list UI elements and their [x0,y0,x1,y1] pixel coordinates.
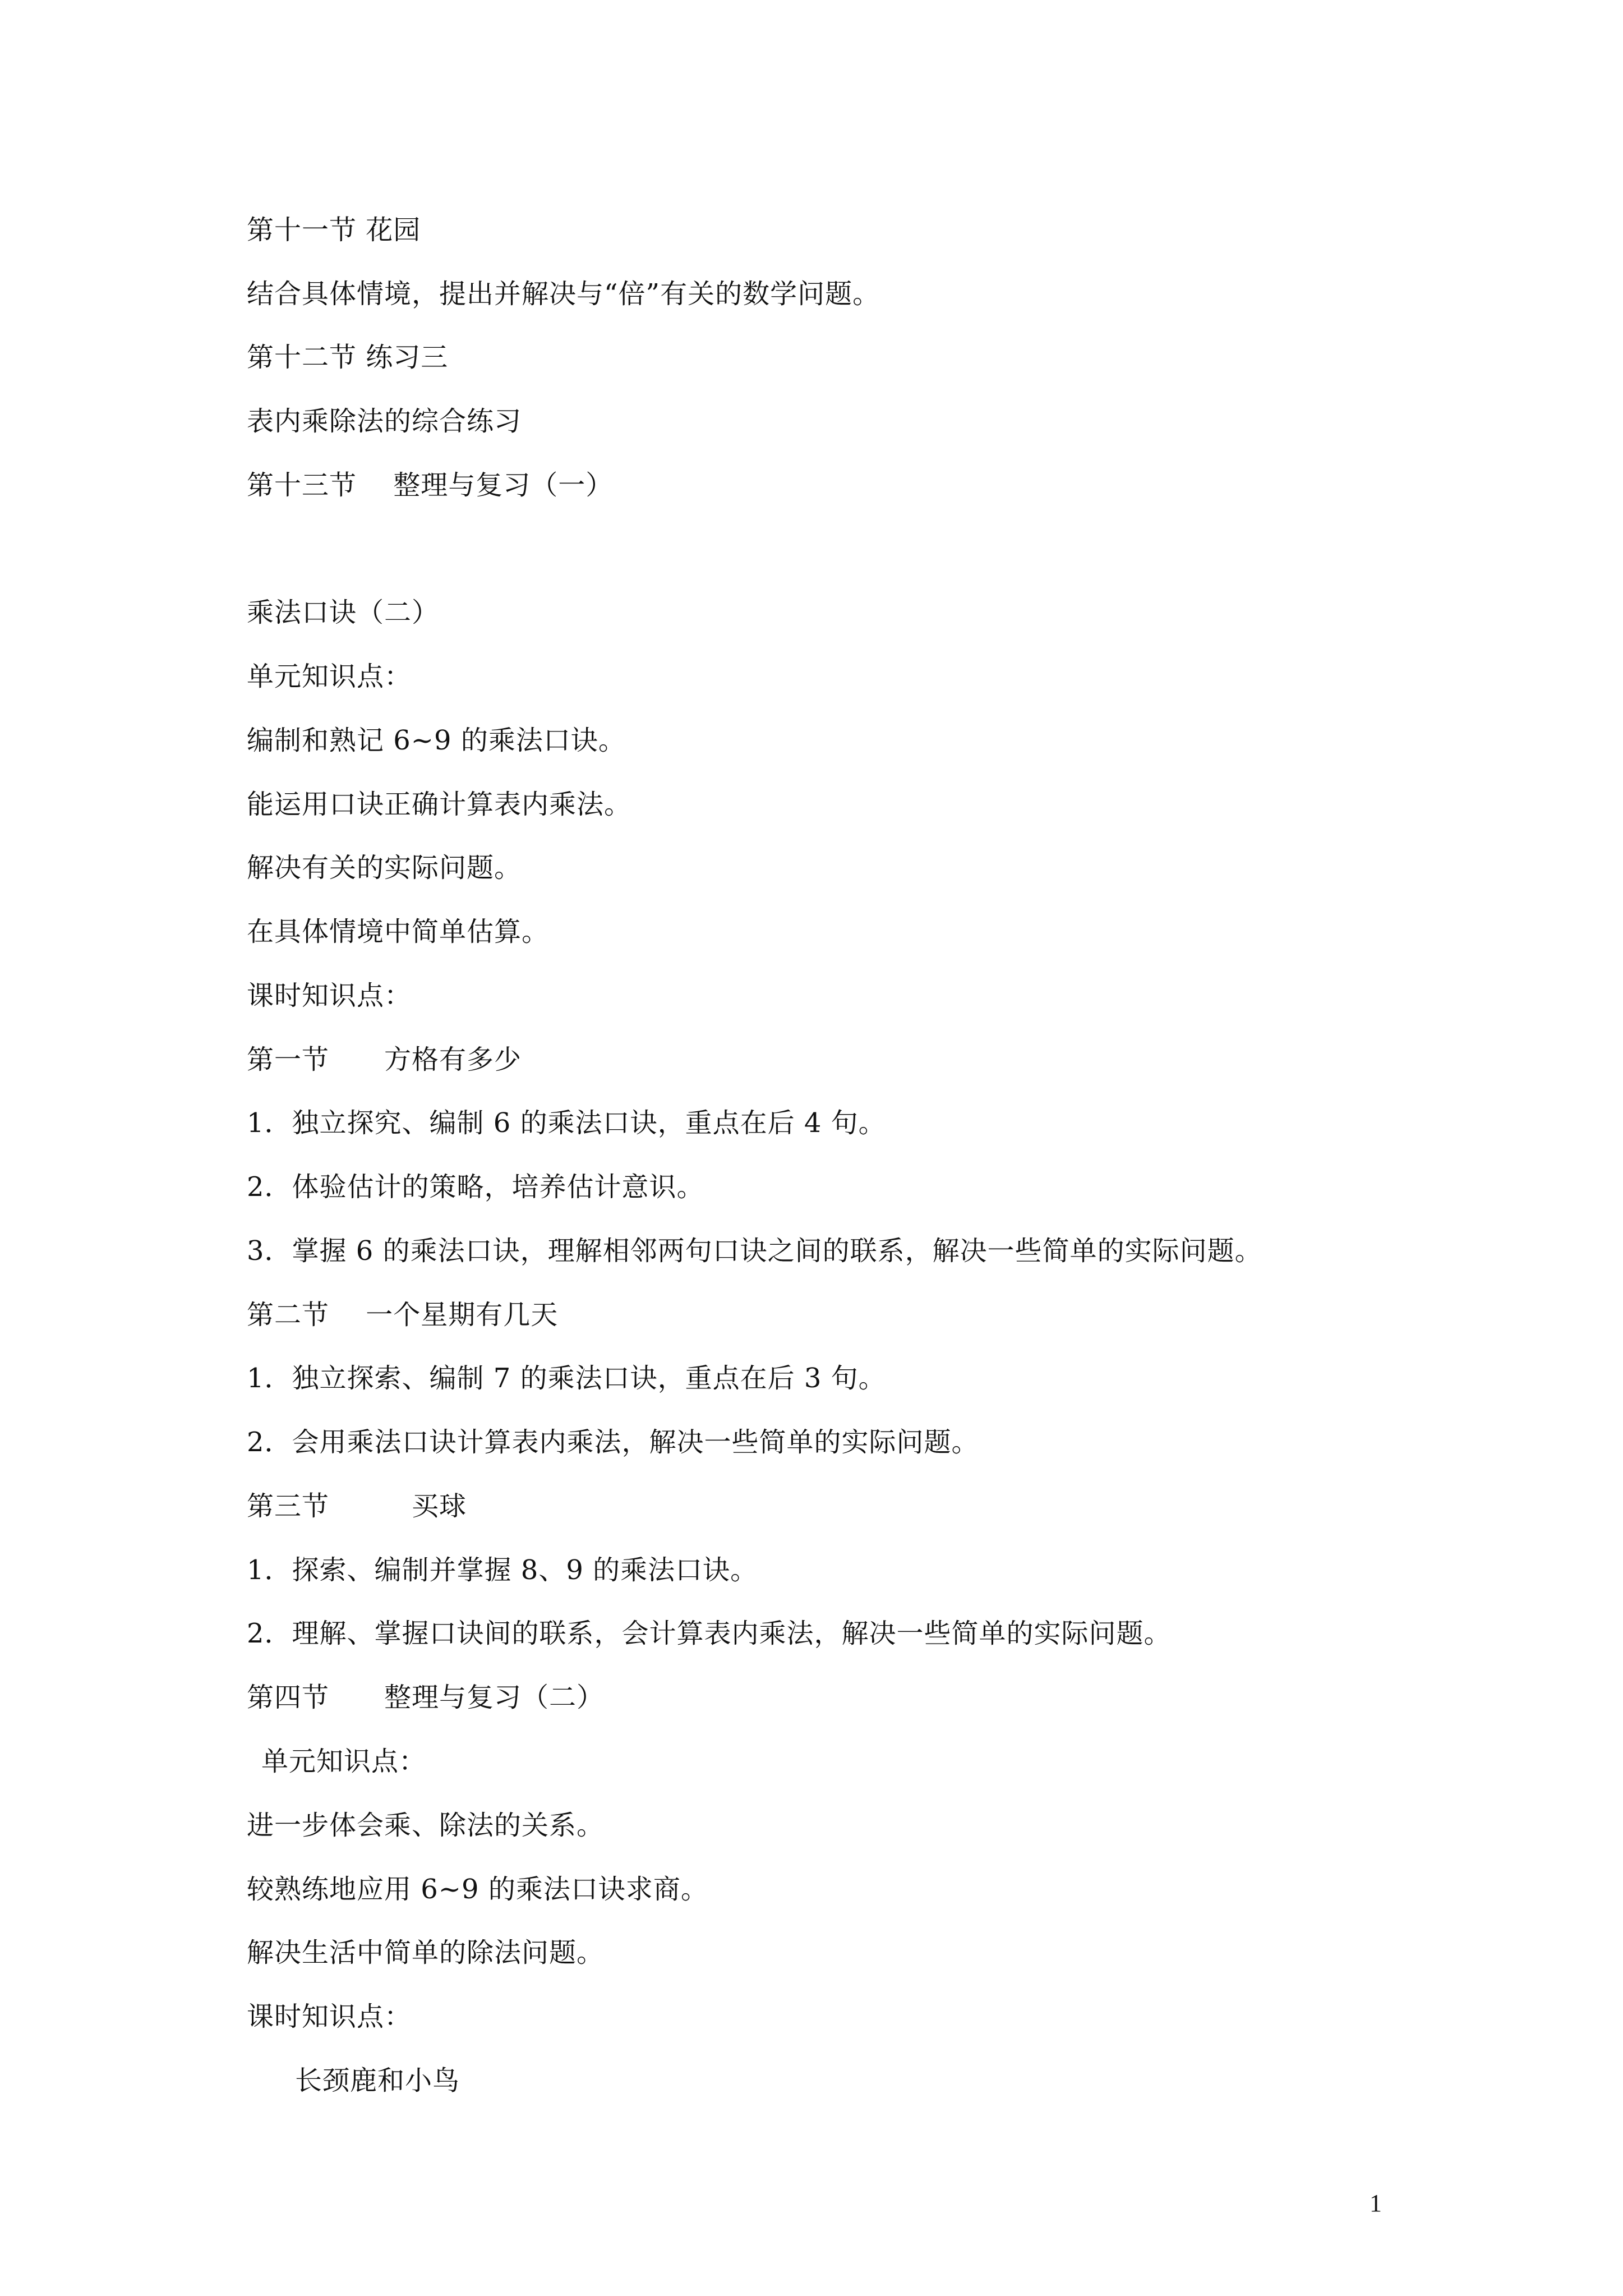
section-heading: 第十二节 练习三 [247,342,449,373]
body-text: 较熟练地应用 6~9 的乘法口诀求商。 [247,1874,708,1905]
numbered-item: 2．会用乘法口诀计算表内乘法，解决一些简单的实际问题。 [247,1427,979,1458]
body-text: 单元知识点： [247,661,412,692]
body-text: 能运用口诀正确计算表内乘法。 [247,789,632,820]
section-heading: 第十三节 整理与复习（一） [247,470,614,501]
body-text: 在具体情境中简单估算。 [247,916,550,947]
section-heading: 第三节 买球 [247,1490,467,1522]
page-number: 1 [1370,2189,1382,2217]
section-heading: 第二节 一个星期有几天 [247,1299,559,1331]
numbered-item: 1．独立探究、编制 6 的乘法口诀，重点在后 4 句。 [247,1107,886,1139]
body-text: 解决有关的实际问题。 [247,852,522,884]
body-text: 课时知识点： [247,980,412,1011]
body-text: 编制和熟记 6~9 的乘法口诀。 [247,725,626,756]
body-text: 解决生活中简单的除法问题。 [247,1937,605,1968]
numbered-item: 2．理解、掌握口诀间的联系，会计算表内乘法，解决一些简单的实际问题。 [247,1618,1172,1649]
section-heading: 长颈鹿和小鸟 [295,2065,460,2096]
section-heading: 第一节 方格有多少 [247,1044,522,1075]
section-heading: 第十一节 花园 [247,214,421,246]
unit-title: 乘法口诀（二） [247,597,440,628]
body-text: 结合具体情境，提出并解决与“倍”有关的数学问题。 [247,278,880,310]
body-text: 课时知识点： [247,2001,412,2032]
body-text: 表内乘除法的综合练习 [247,406,522,437]
numbered-item: 1．探索、编制并掌握 8、9 的乘法口诀。 [247,1554,758,1586]
numbered-item: 1．独立探索、编制 7 的乘法口诀，重点在后 3 句。 [247,1363,886,1394]
body-text: 单元知识点： [261,1746,427,1777]
body-text: 进一步体会乘、除法的关系。 [247,1810,605,1841]
numbered-item: 2．体验估计的策略，培养估计意识。 [247,1171,704,1203]
section-heading: 第四节 整理与复习（二） [247,1682,605,1713]
numbered-item: 3．掌握 6 的乘法口诀，理解相邻两句口诀之间的联系，解决一些简单的实际问题。 [247,1235,1262,1267]
